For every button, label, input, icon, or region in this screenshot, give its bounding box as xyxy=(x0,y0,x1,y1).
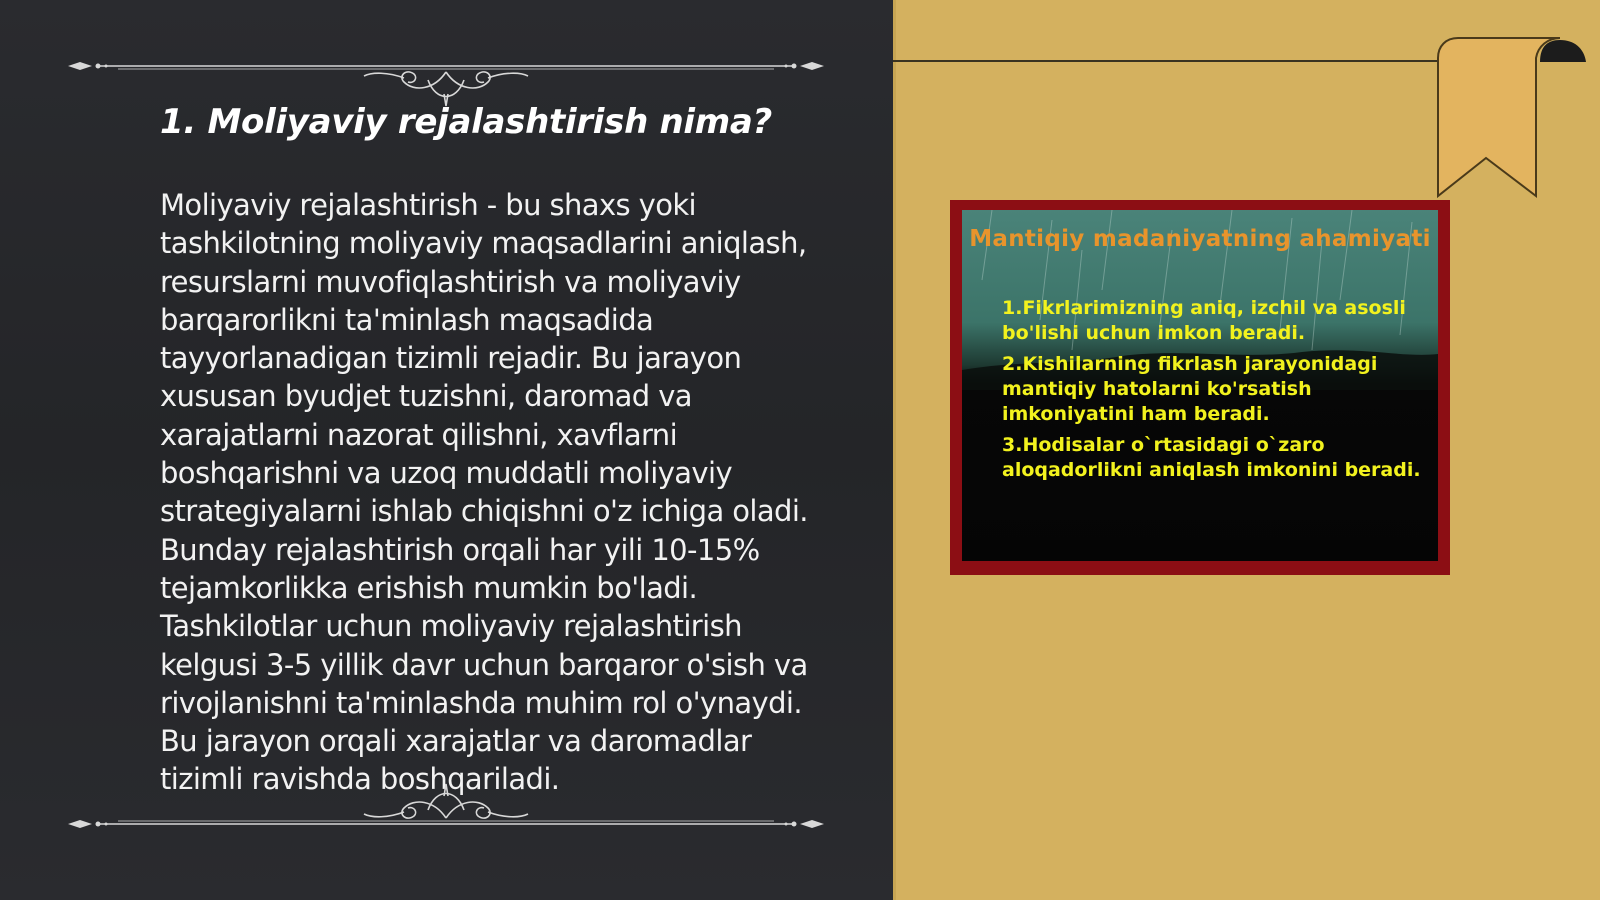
slide-item: 3.Hodisalar o`rtasidagi o`zaro aloqadorlikni aniqlash imkonini beradi. xyxy=(1002,434,1421,481)
page-title: 1. Moliyaviy rejalashtirish nima? xyxy=(160,102,772,142)
divider-line xyxy=(893,60,1438,62)
bookmark-ribbon-icon xyxy=(1436,36,1586,201)
slide-item: 2.Kishilarning fikrlash jarayonidagi mantiqiy hatolarni ko'rsatish imkoniyatini ham beradi. xyxy=(1002,353,1378,425)
ornamental-divider-icon xyxy=(68,778,824,838)
ornamental-divider-icon xyxy=(68,50,824,110)
slide-item-list xyxy=(1002,296,1432,489)
body-paragraph: Moliyaviy rejalashtirish - bu shaxs yoki tashkilotning moliyaviy maqsadlarini aniqlash, resurslarni muvofiqlashtirish va moliyaviy barqarorlikni ta'minlash maqsadida tayyorlanadigan tizimli rejadir. Bu jarayon xususan byudjet tuzishni, daromad va xarajatlarni nazorat qilishni, xavflarni boshqarishni va uzoq muddatli moliyaviy strategiyalarni ishlab chiqishni o'z ichiga oladi. Bunday rejalashtirish orqali har yili 10-15% tejamkorlikka erishish mumkin bo'ladi. Tashkilotlar uchun moliyaviy rejalashtirish kelgusi 3-5 yillik davr uchun barqaror o'sish va rivojlanishni ta'minlashda muhim rol o'ynaydi. Bu jarayon orqali xarajatlar va daromadlar tizimli ravishda boshqariladi. xyxy=(160,188,808,797)
embedded-slide-image xyxy=(950,200,1450,575)
slide-title: Mantiqiy madaniyatning ahamiyati xyxy=(969,226,1431,252)
slide-background xyxy=(962,210,1438,561)
slide-item: 1.Fikrlarimizning aniq, izchil va asosli bo'lishi uchun imkon beradi. xyxy=(1002,297,1406,344)
